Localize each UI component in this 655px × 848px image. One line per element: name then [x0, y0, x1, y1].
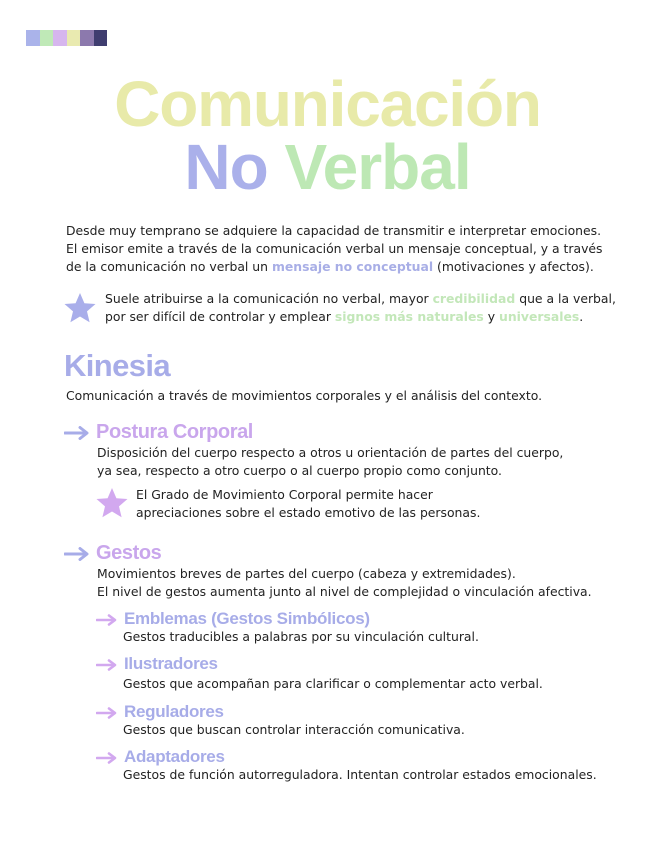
ilustradores-heading [96, 655, 218, 672]
note-text-mid: y [483, 309, 499, 324]
postura-note-line-1: El Grado de Movimiento Corporal permite hacer [136, 487, 433, 502]
reguladores-heading [96, 703, 224, 720]
postura-line-2: ya sea, respecto a otro cuerpo o al cuerpo propio como conjunto. [97, 463, 502, 478]
arrow-right-icon [96, 752, 118, 764]
gestos-line-2: El nivel de gestos aumenta junto al nivel de complejidad o vinculación afectiva. [97, 584, 592, 599]
star-icon [64, 292, 96, 324]
title-no: No [184, 131, 268, 203]
swatch-5 [80, 30, 94, 46]
note-text-end: . [579, 309, 584, 324]
swatch-4 [67, 30, 81, 46]
arrow-right-icon [64, 426, 90, 440]
kinesia-heading: Kinesia [64, 348, 171, 383]
emblemas-text: Gestos traducibles a palabras por su vinculación cultural. [123, 629, 479, 644]
highlight-mensaje-no-conceptual: mensaje no conceptual [271, 259, 434, 274]
note-credibilidad-line-1 [105, 290, 616, 308]
intro-line-1: Desde muy temprano se adquiere la capacidad de transmitir e interpretar emociones. [66, 223, 602, 238]
note-text: Suele atribuirse a la comunicación no verbal, mayor [105, 291, 433, 306]
intro-line-2: El emisor emite a través de la comunicación verbal un mensaje conceptual, y a través [66, 241, 603, 256]
swatch-3 [53, 30, 67, 46]
ilustradores-text: Gestos que acompañan para clarificar o complementar acto verbal. [123, 676, 543, 691]
postura-heading-label: Postura Corporal [96, 421, 253, 443]
intro-text: de la comunicación no verbal un [66, 259, 272, 274]
title-line-1: Comunicación [114, 68, 541, 140]
reguladores-heading-label: Reguladores [124, 702, 224, 721]
ilustradores-heading-label: Ilustradores [124, 654, 218, 673]
note-credibilidad-line-2 [105, 308, 583, 326]
arrow-right-icon [96, 614, 118, 626]
swatch-6 [94, 30, 108, 46]
intro-line-3 [66, 258, 594, 276]
title-line-2 [0, 131, 655, 203]
intro-text-end: (motivaciones y afectos). [433, 259, 594, 274]
star-icon [96, 487, 128, 519]
note-text: por ser difícil de controlar y emplear [105, 309, 335, 324]
adaptadores-text: Gestos de función autorreguladora. Intentan controlar estados emocionales. [123, 767, 597, 782]
title-verbal: Verbal [284, 131, 471, 203]
swatch-2 [40, 30, 54, 46]
adaptadores-heading-label: Adaptadores [124, 747, 225, 766]
arrow-right-icon [64, 547, 90, 561]
emblemas-heading-label: Emblemas (Gestos Simbólicos) [124, 609, 370, 628]
emblemas-heading [96, 610, 370, 627]
adaptadores-heading [96, 748, 225, 765]
reguladores-text: Gestos que buscan controlar interacción comunicativa. [123, 722, 465, 737]
postura-heading [64, 422, 253, 442]
gestos-heading-label: Gestos [96, 542, 162, 564]
postura-note-line-2: apreciaciones sobre el estado emotivo de las personas. [136, 505, 481, 520]
highlight-credibilidad: credibilidad [432, 291, 516, 306]
gestos-line-1: Movimientos breves de partes del cuerpo (cabeza y extremidades). [97, 566, 516, 581]
arrow-right-icon [96, 707, 118, 719]
arrow-right-icon [96, 659, 118, 671]
gestos-heading [64, 543, 161, 563]
swatch-1 [26, 30, 40, 46]
highlight-universales: universales [499, 309, 580, 324]
note-text-end: que a la verbal, [515, 291, 616, 306]
color-swatches [26, 30, 107, 46]
highlight-signos-naturales: signos más naturales [334, 309, 484, 324]
kinesia-description: Comunicación a través de movimientos corporales y el análisis del contexto. [66, 388, 543, 403]
postura-line-1: Disposición del cuerpo respecto a otros u orientación de partes del cuerpo, [97, 445, 564, 460]
